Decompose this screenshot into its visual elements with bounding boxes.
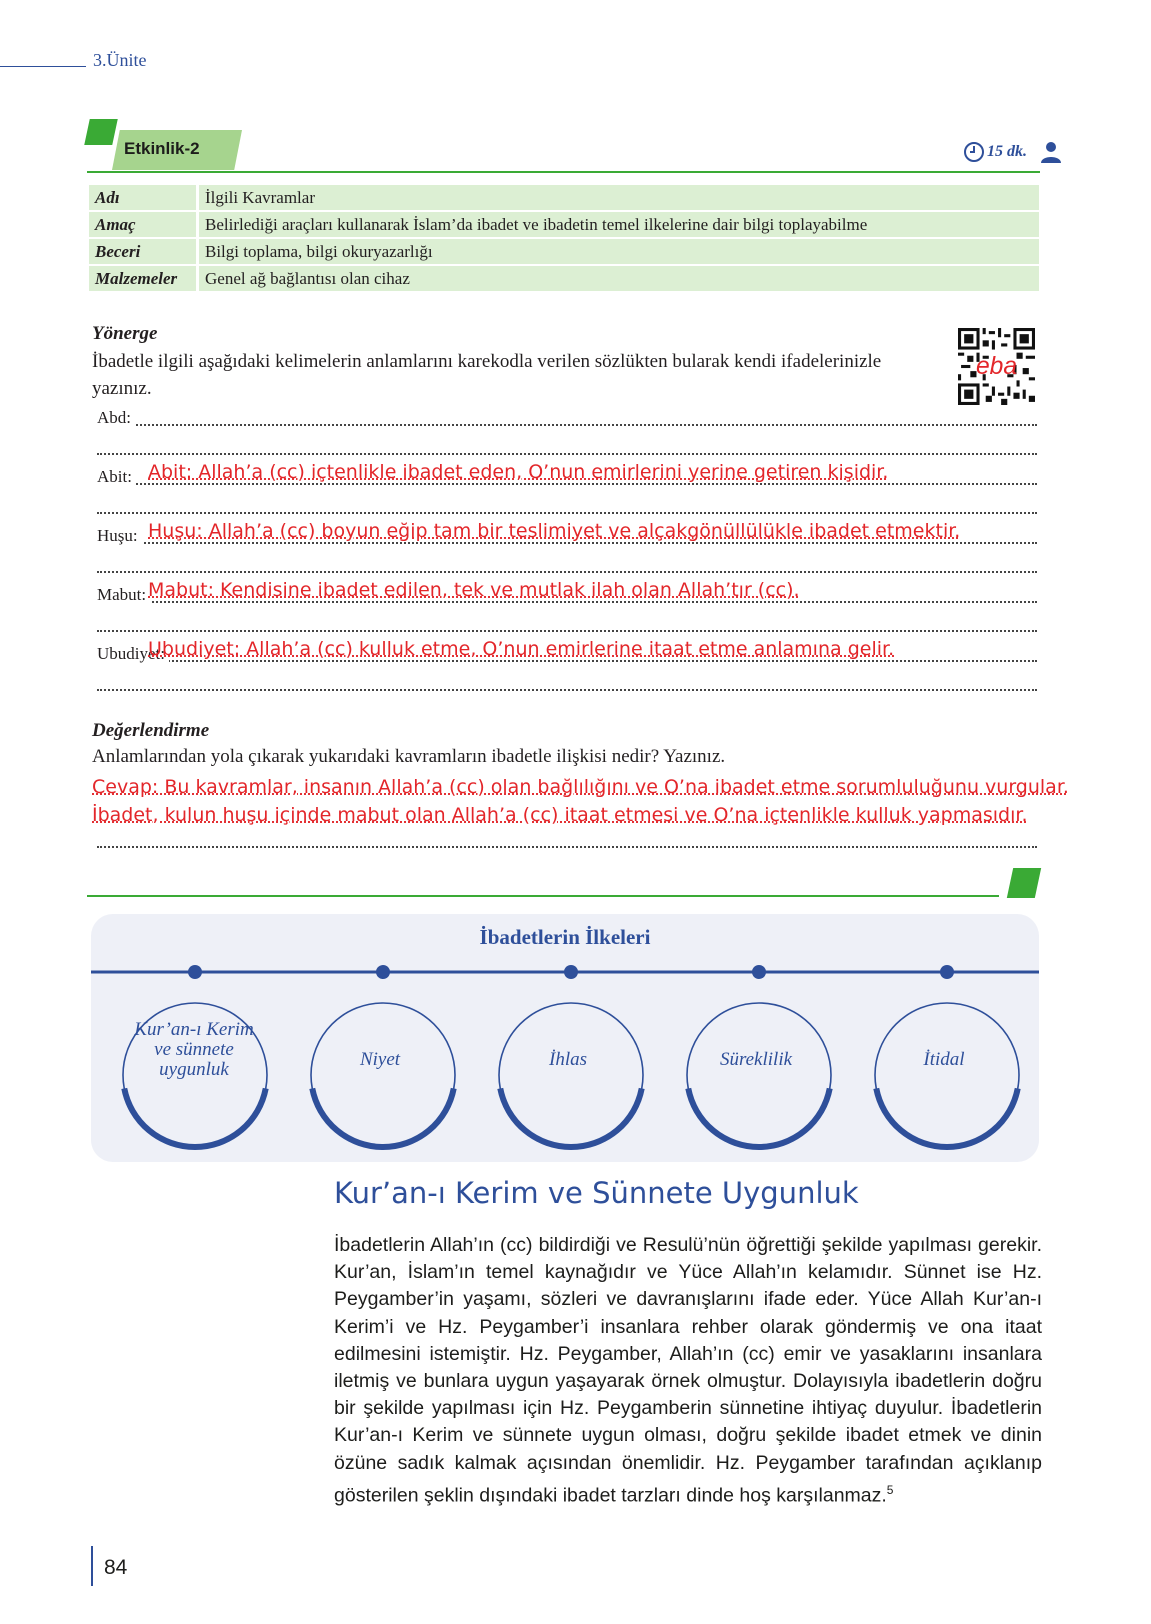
principle-node [564, 965, 578, 979]
principle-label: İhlas [549, 1049, 587, 1070]
answer-ubudiyet: Ubudiyet: Allah’a (cc) kulluk etme, O’nun emirlerine itaat etme anlamına gelir. [148, 638, 895, 660]
dotted-line [97, 553, 1037, 573]
evaluation-question: Anlamlarından yola çıkarak yukarıdaki kavramların ibadetle ilişkisi nedir? Yazınız. [92, 746, 726, 767]
dotted-line [97, 671, 1037, 691]
section-title: Kur’an-ı Kerim ve Sünnete Uygunluk [334, 1176, 859, 1210]
dotted-line [97, 828, 1037, 848]
section-rule [87, 895, 999, 897]
qr-eba-label: eba [975, 353, 1018, 381]
section-body [334, 1232, 1042, 1510]
row-key: Malzemeler [89, 266, 196, 291]
footnote-ref: 5 [886, 1482, 894, 1497]
instructions-heading: Yönerge [92, 323, 158, 344]
row-key: Adı [89, 185, 196, 210]
evaluation-heading: Değerlendirme [92, 720, 210, 741]
row-key: Amaç [89, 212, 196, 237]
principle-arc [688, 1088, 829, 1147]
row-value: İlgili Kavramlar [196, 185, 1039, 210]
term-mabut: Mabut: [97, 585, 150, 605]
principle-node [376, 965, 390, 979]
answer-mabut: Mabut: Kendisine ibadet edilen, tek ve mutlak ilah olan Allah’tır (cc). [148, 579, 800, 601]
evaluation-answer-line1: Cevap: Bu kavramlar, insanın Allah’a (cc) olan bağlılığını ve O’na ibadet etme sorumluluğunu vurgular. [92, 776, 1069, 798]
principle-label: Niyet [359, 1049, 401, 1070]
table-row [89, 239, 1039, 264]
term-abit: Abit: [97, 467, 136, 487]
principle-arc [124, 1088, 265, 1147]
page-number-bar [91, 1546, 93, 1586]
principle-node [940, 965, 954, 979]
term-abd: Abd: [97, 408, 135, 428]
principle-label: İtidal [923, 1049, 965, 1070]
principle-label: Süreklilik [719, 1049, 793, 1070]
activity-label: Etkinlik-2 [124, 139, 200, 158]
principle-node [752, 965, 766, 979]
dotted-line [97, 435, 1037, 455]
activity-rule [87, 171, 1040, 173]
dotted-line [97, 612, 1037, 632]
row-value: Bilgi toplama, bilgi okuryazarlığı [196, 239, 1039, 264]
clock-icon [963, 141, 985, 163]
person-icon [1039, 140, 1063, 164]
dotted-line [97, 406, 1037, 426]
term-husu: Huşu: [97, 526, 142, 546]
row-value: Belirlediği araçları kullanarak İslam’da ibadet ve ibadetin temel ilkelerine dair bilgi toplayabilme [196, 212, 1039, 237]
row-key: Beceri [89, 239, 196, 264]
principle-arc [876, 1088, 1017, 1147]
principle-label: Kur’an-ı Kerim ve sünnete uygunluk [134, 1019, 254, 1080]
instructions-text: İbadetle ilgili aşağıdaki kelimelerin anlamlarını karekodla verilen sözlükten bularak kendi ifadelerinizle yazınız. [92, 351, 882, 399]
principle-arc [500, 1088, 641, 1147]
dotted-line [97, 494, 1037, 514]
activity-info-table [89, 183, 1039, 293]
header-rule [0, 66, 86, 67]
section-marker [1007, 868, 1041, 898]
qr-code[interactable] [958, 328, 1035, 405]
table-row [89, 185, 1039, 210]
table-row [89, 266, 1039, 291]
evaluation-answer-line2: İbadet, kulun huşu içinde mabut olan Allah’a (cc) itaat etmesi ve O’na içtenlikle kulluk yapmasıdır. [92, 804, 1028, 826]
table-row [89, 212, 1039, 237]
activity-marker [84, 119, 118, 145]
time-label: 15 dk. [987, 143, 1027, 160]
unit-title: 3.Ünite [93, 50, 147, 70]
section-body-text: İbadetlerin Allah’ın (cc) bildirdiği ve Resulü’nün öğrettiği şekilde yapılması gerekir. Kur’an, İslam’ın temel kaynağıdır ve Yüce Allah’ın kelamıdır. Sünnet ise Hz. Peygamber’in yaşamı, sözleri ve davranışlarını ifade eder. Yüce Allah Kur’an-ı Kerim’i ve Hz. Peygamber’i insanlara rehber olarak göndermiş ve ona itaat edilmesini istemiştir. Hz. Peygamber, Allah’ın (cc) emir ve yasaklarını insanlara iletmiş ve bunlara uygun yaşayarak örnek olmuştur. Dolayısıyla ibadetlerin doğru bir şekilde yapılması için Hz. Peygamberin sünnetine ihtiyaç duyulur. İbadetlerin Kur’an-ı Kerim ve sünnete uygun olması, doğru şekilde ibadet etmek ve dinin özüne sadık kalmak açısından önemlidir. Hz. Peygamber tarafından açıklanıp gösterilen şeklin dışındaki ibadet tarzları dinde hoş karşılanmaz. [334, 1234, 1042, 1507]
answer-abit: Abit: Allah’a (cc) içtenlikle ibadet eden, O’nun emirlerini yerine getiren kişidir. [148, 461, 889, 483]
term-ubudiyet: Ubudiyet: [97, 644, 169, 664]
principle-node [188, 965, 202, 979]
principles-title: İbadetlerin İlkeleri [479, 925, 651, 949]
answer-husu: Huşu: Allah’a (cc) boyun eğip tam bir teslimiyet ve alçakgönüllülükle ibadet etmektir. [148, 520, 961, 542]
page-number: 84 [104, 1556, 128, 1579]
row-value: Genel ağ bağlantısı olan cihaz [196, 266, 1039, 291]
activity-time [963, 140, 1063, 164]
principle-arc [312, 1088, 453, 1147]
